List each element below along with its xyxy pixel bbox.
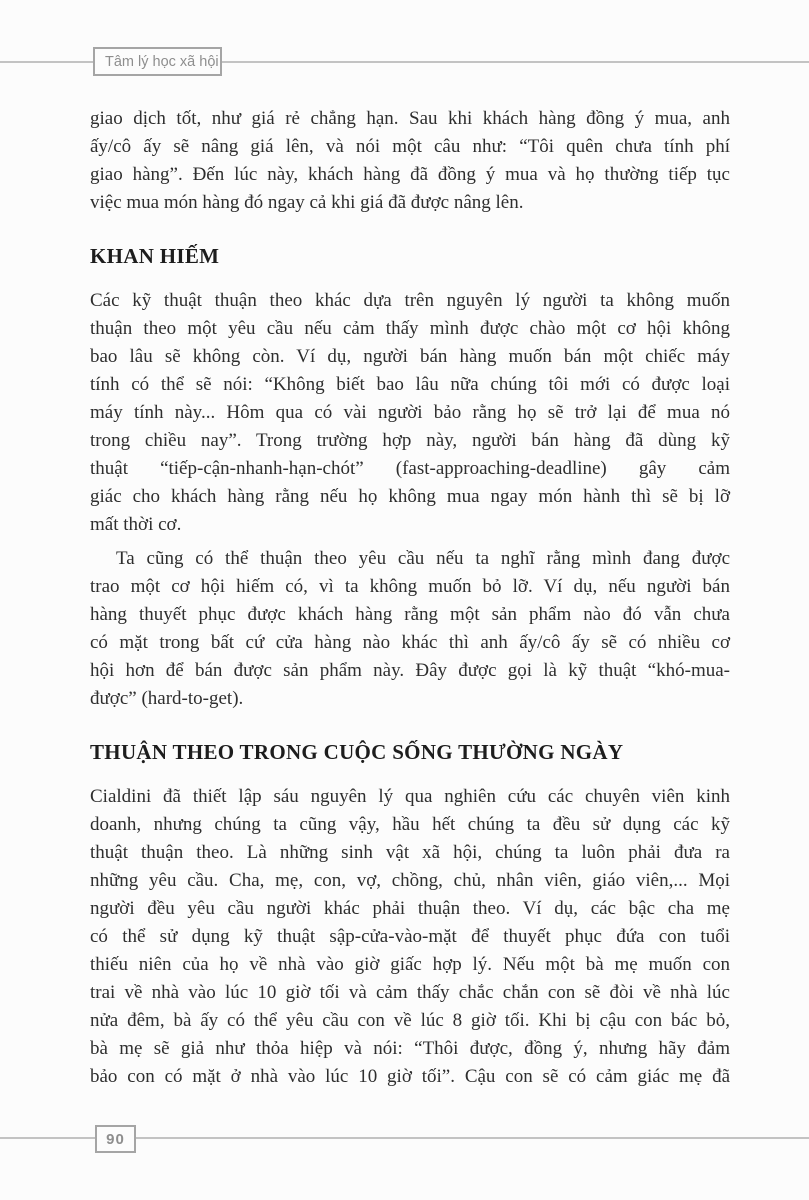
paragraph-line: doanh, nhưng chúng ta cũng vậy, hầu hết chúng ta đều sử dụng các kỹ bbox=[90, 814, 730, 835]
paragraph-line: hội hơn để bán được sản phẩm này. Đây được gọi là kỹ thuật “khó-mua- bbox=[90, 660, 730, 681]
paragraph-line: bao lâu sẽ không còn. Ví dụ, người bán hàng muốn bán một chiếc máy bbox=[90, 346, 730, 367]
body-paragraph bbox=[90, 783, 730, 1091]
running-header-box bbox=[93, 47, 222, 76]
paragraph-line: người đều yêu cầu người khác phải thuận theo. Ví dụ, các bậc cha mẹ bbox=[90, 898, 730, 919]
paragraph-line: ấy/cô ấy sẽ nâng giá lên, và nói một câu như: “Tôi quên chưa tính phí bbox=[90, 136, 730, 157]
paragraph-line: được” (hard-to-get). bbox=[90, 688, 244, 709]
paragraph-line: bảo con có mặt ở nhà vào lúc 10 giờ tối”. Cậu con sẽ có cảm giác mẹ đã bbox=[90, 1066, 730, 1087]
paragraph-line: trai về nhà vào lúc 10 giờ tối và cảm thấy chắc chắn con sẽ đòi về nhà lúc bbox=[90, 982, 730, 1003]
running-header-label: Tâm lý học xã hội bbox=[105, 53, 219, 70]
paragraph-line: bà mẹ sẽ giả như thỏa hiệp và nói: “Thôi được, đồng ý, nhưng hãy đảm bbox=[90, 1038, 730, 1059]
paragraph-line: trong chiều nay”. Trong trường hợp này, người bán hàng đã dùng kỹ bbox=[90, 430, 730, 451]
paragraph-line: thiếu niên của họ về nhà vào giờ giấc hợp lý. Nếu một bà mẹ muốn con bbox=[90, 954, 730, 975]
paragraph-line: trao một cơ hội hiếm có, vì ta không muốn bỏ lỡ. Ví dụ, nếu người bán bbox=[90, 576, 730, 597]
paragraph-line: máy tính này... Hôm qua có vài người bảo rằng họ sẽ trở lại để mua nó bbox=[90, 402, 730, 423]
paragraph-line: giao hàng”. Đến lúc này, khách hàng đã đồng ý mua và họ thường tiếp tục bbox=[90, 164, 730, 185]
section-heading: THUẬN THEO TRONG CUỘC SỐNG THƯỜNG NGÀY bbox=[90, 740, 624, 764]
paragraph-line: nửa đêm, bà ấy có thể yêu cầu con về lúc 8 giờ tối. Khi bị cậu con bác bỏ, bbox=[90, 1010, 730, 1031]
body-paragraph bbox=[90, 105, 730, 217]
paragraph-line: giác cho khách hàng rằng nếu họ không mua ngay món hành thì sẽ bị lỡ bbox=[90, 486, 730, 507]
paragraph-line: thuận theo một yêu cầu nếu cảm thấy mình được chào một cơ hội không bbox=[90, 318, 730, 339]
paragraph-line: hàng thuyết phục được khách hàng rằng một sản phẩm nào đó vẫn chưa bbox=[90, 604, 730, 625]
body-paragraph bbox=[90, 545, 730, 713]
paragraph-line: có mặt trong bất cứ cửa hàng nào khác thì anh ấy/cô ấy sẽ có nhiều cơ bbox=[90, 632, 730, 653]
page-number-box bbox=[95, 1125, 136, 1153]
section-heading: KHAN HIẾM bbox=[90, 244, 220, 268]
paragraph-line: Các kỹ thuật thuận theo khác dựa trên nguyên lý người ta không muốn bbox=[90, 290, 730, 311]
paragraph-line: những yêu cầu. Cha, mẹ, con, vợ, chồng, chủ, nhân viên, giáo viên,... Mọi bbox=[90, 870, 730, 891]
body-paragraph bbox=[90, 287, 730, 539]
paragraph-line: thuật “tiếp-cận-nhanh-hạn-chót” (fast-approaching-deadline) gây cảm bbox=[90, 458, 730, 479]
paragraph-line: có thể sử dụng kỹ thuật sập-cửa-vào-mặt để thuyết phục đứa con tuổi bbox=[90, 926, 730, 947]
page-body bbox=[90, 105, 730, 1091]
paragraph-line: Cialdini đã thiết lập sáu nguyên lý qua nghiên cứu các chuyên viên kinh bbox=[90, 786, 730, 807]
paragraph-line: giao dịch tốt, như giá rẻ chẳng hạn. Sau khi khách hàng đồng ý mua, anh bbox=[90, 108, 730, 129]
paragraph-line: mất thời cơ. bbox=[90, 514, 182, 535]
paragraph-line: Ta cũng có thể thuận theo yêu cầu nếu ta nghĩ rằng mình đang được bbox=[116, 548, 730, 569]
paragraph-line: tính có thể sẽ nói: “Không biết bao lâu nữa chúng tôi mới có được loại bbox=[90, 374, 730, 395]
paragraph-line: việc mua món hàng đó ngay cả khi giá đã được nâng lên. bbox=[90, 192, 524, 213]
page-number: 90 bbox=[106, 1130, 125, 1148]
paragraph-line: thuật thuận theo. Là những sinh vật xã hội, chúng ta luôn phải đưa ra bbox=[90, 842, 730, 863]
